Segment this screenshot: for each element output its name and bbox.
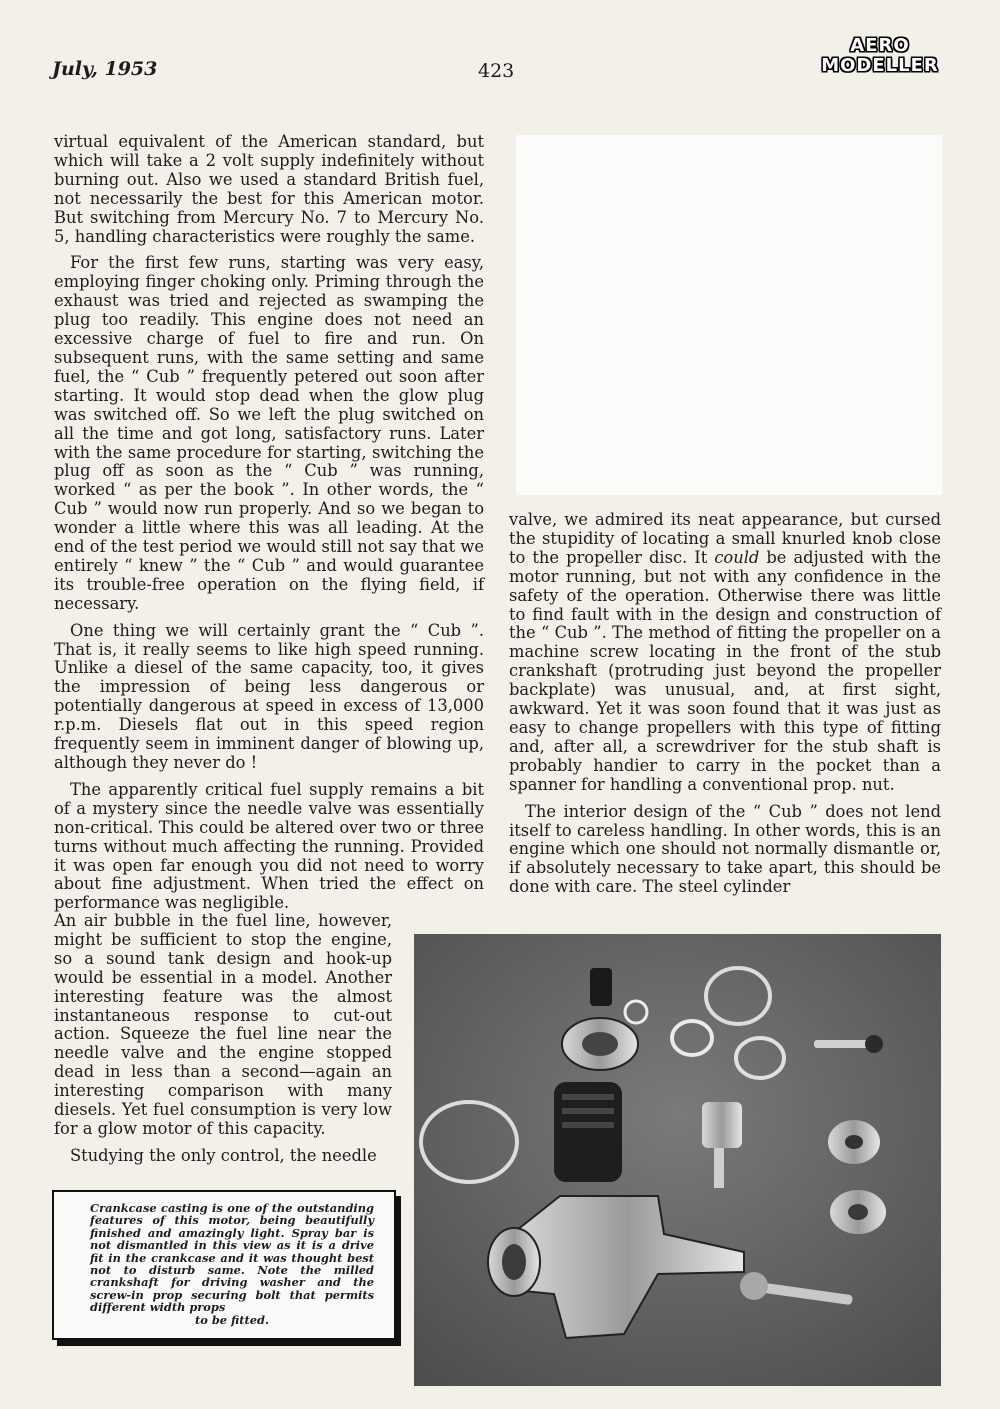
logo-line-aero: AERO [850, 35, 910, 56]
emphasis: could [714, 547, 760, 567]
paragraph: virtual equivalent of the American standard, but which will take a 2 volt supply indefinitely without burning out. Also we used a standard British fuel, not necessarily the best for this American motor. But switching from Mercury No. 7 to Mercury No. 5, handling characteristics were roughly the same. [54, 132, 484, 246]
left-column-narrow [54, 912, 392, 1174]
paragraph: For the first few runs, starting was very easy, employing finger choking only. Priming through the exhaust was tried and rejected as swamping the plug too readily. This engine does not need an excessive charge of fuel to fire and run. On subsequent runs, with the same setting and same fuel, the “ Cub ” frequently petered out soon after starting. It would stop dead when the glow plug was switched off. So we left the plug switched on all the time and got long, satisfactory runs. Later with the same procedure for starting, switching the plug off as soon as the “ Cub ” was running, worked “ as per the book ”. In other words, the “ Cub ” would now run properly. And so we began to wonder a little where this was all leading. At the end of the test period we would still not say that we entirely “ knew ” the “ Cub ” and would guarantee its trouble-free operation on the flying field, if necessary. [54, 253, 484, 613]
paragraph: An air bubble in the fuel line, however, might be sufficient to stop the engine, so a sound tank design and hook-up would be essential in a model. Another interesting feature was the almost instantaneous response to cut-out action. Squeeze the fuel line near the needle valve and the engine stopped dead in less than a second—again an interesting comparison with many diesels. Yet fuel consumption is very low for a glow motor of this capacity. [54, 911, 392, 1138]
page-number: 423 [478, 60, 515, 82]
paragraph: The interior design of the “ Cub ” does not lend itself to careless handling. In other words, this is an engine which one should not normally dismantle or, if absolutely necessary to take apart, this should be done with care. The steel cylinder [509, 801, 941, 897]
paragraph: One thing we will certainly grant the “ Cub ”. That is, it really seems to like high speed running. Unlike a diesel of the same capacity, too, it gives the impression of being less dangerous or potentially dangerous at speed in excess of 13,000 r.p.m. Diesels flat out in this speed region frequently seem in imminent danger of blowing up, although they never do ! [54, 620, 484, 772]
text-run: valve, we admired its neat appearance, but cursed the stupidity of locating a small knurled knob close to the propeller disc. It [509, 510, 941, 567]
caption-text: Crankcase casting is one of the outstanding features of this motor, being beautifully finished and amazingly light. Spray bar is not dismantled in this view as it is a drive fit in the crankcase and it was thought best not to disturb same. Note the milled crankshaft for driving washer and the screw-in prop securing bolt that permits different width props [90, 1201, 374, 1315]
magazine-logo [812, 36, 948, 76]
engine-parts-illustration [414, 934, 941, 1386]
text-run: be adjusted with the motor running, but not with any confidence in the safety of the operation. Otherwise there was little to find fault with in the design and construction of the “ Cub ”. The method of fitting the propeller on a machine screw locating in the front of the stub crankshaft (protruding just beyond the propeller backplate) was unusual, and, at first sight, awkward. Yet it was soon found that it was just as easy to change propellers with this type of fitting and, after all, a screwdriver for the stub shaft is probably handier to carry in the pocket than a spanner for handling a conventional prop. nut. [509, 547, 941, 794]
photo-caption [52, 1190, 396, 1340]
caption-last-line: to be fitted. [195, 1312, 269, 1327]
right-column [509, 511, 941, 905]
paragraph [509, 511, 941, 795]
engine-parts-photo [414, 934, 941, 1386]
paragraph: Studying the only control, the needle [70, 1145, 377, 1165]
issue-date: July, 1953 [52, 58, 158, 80]
blank-photo-area [516, 135, 942, 495]
paragraph: The apparently critical fuel supply remains a bit of a mystery since the needle valve was essentially non-critical. This could be altered over two or three turns without much affecting the running. Provided it was open far enough you did not need to worry about fine adjustment. When tried the effect on performance was negligible. [54, 779, 484, 913]
left-column [54, 133, 484, 921]
logo-line-modeller: MODELLER [821, 55, 939, 76]
